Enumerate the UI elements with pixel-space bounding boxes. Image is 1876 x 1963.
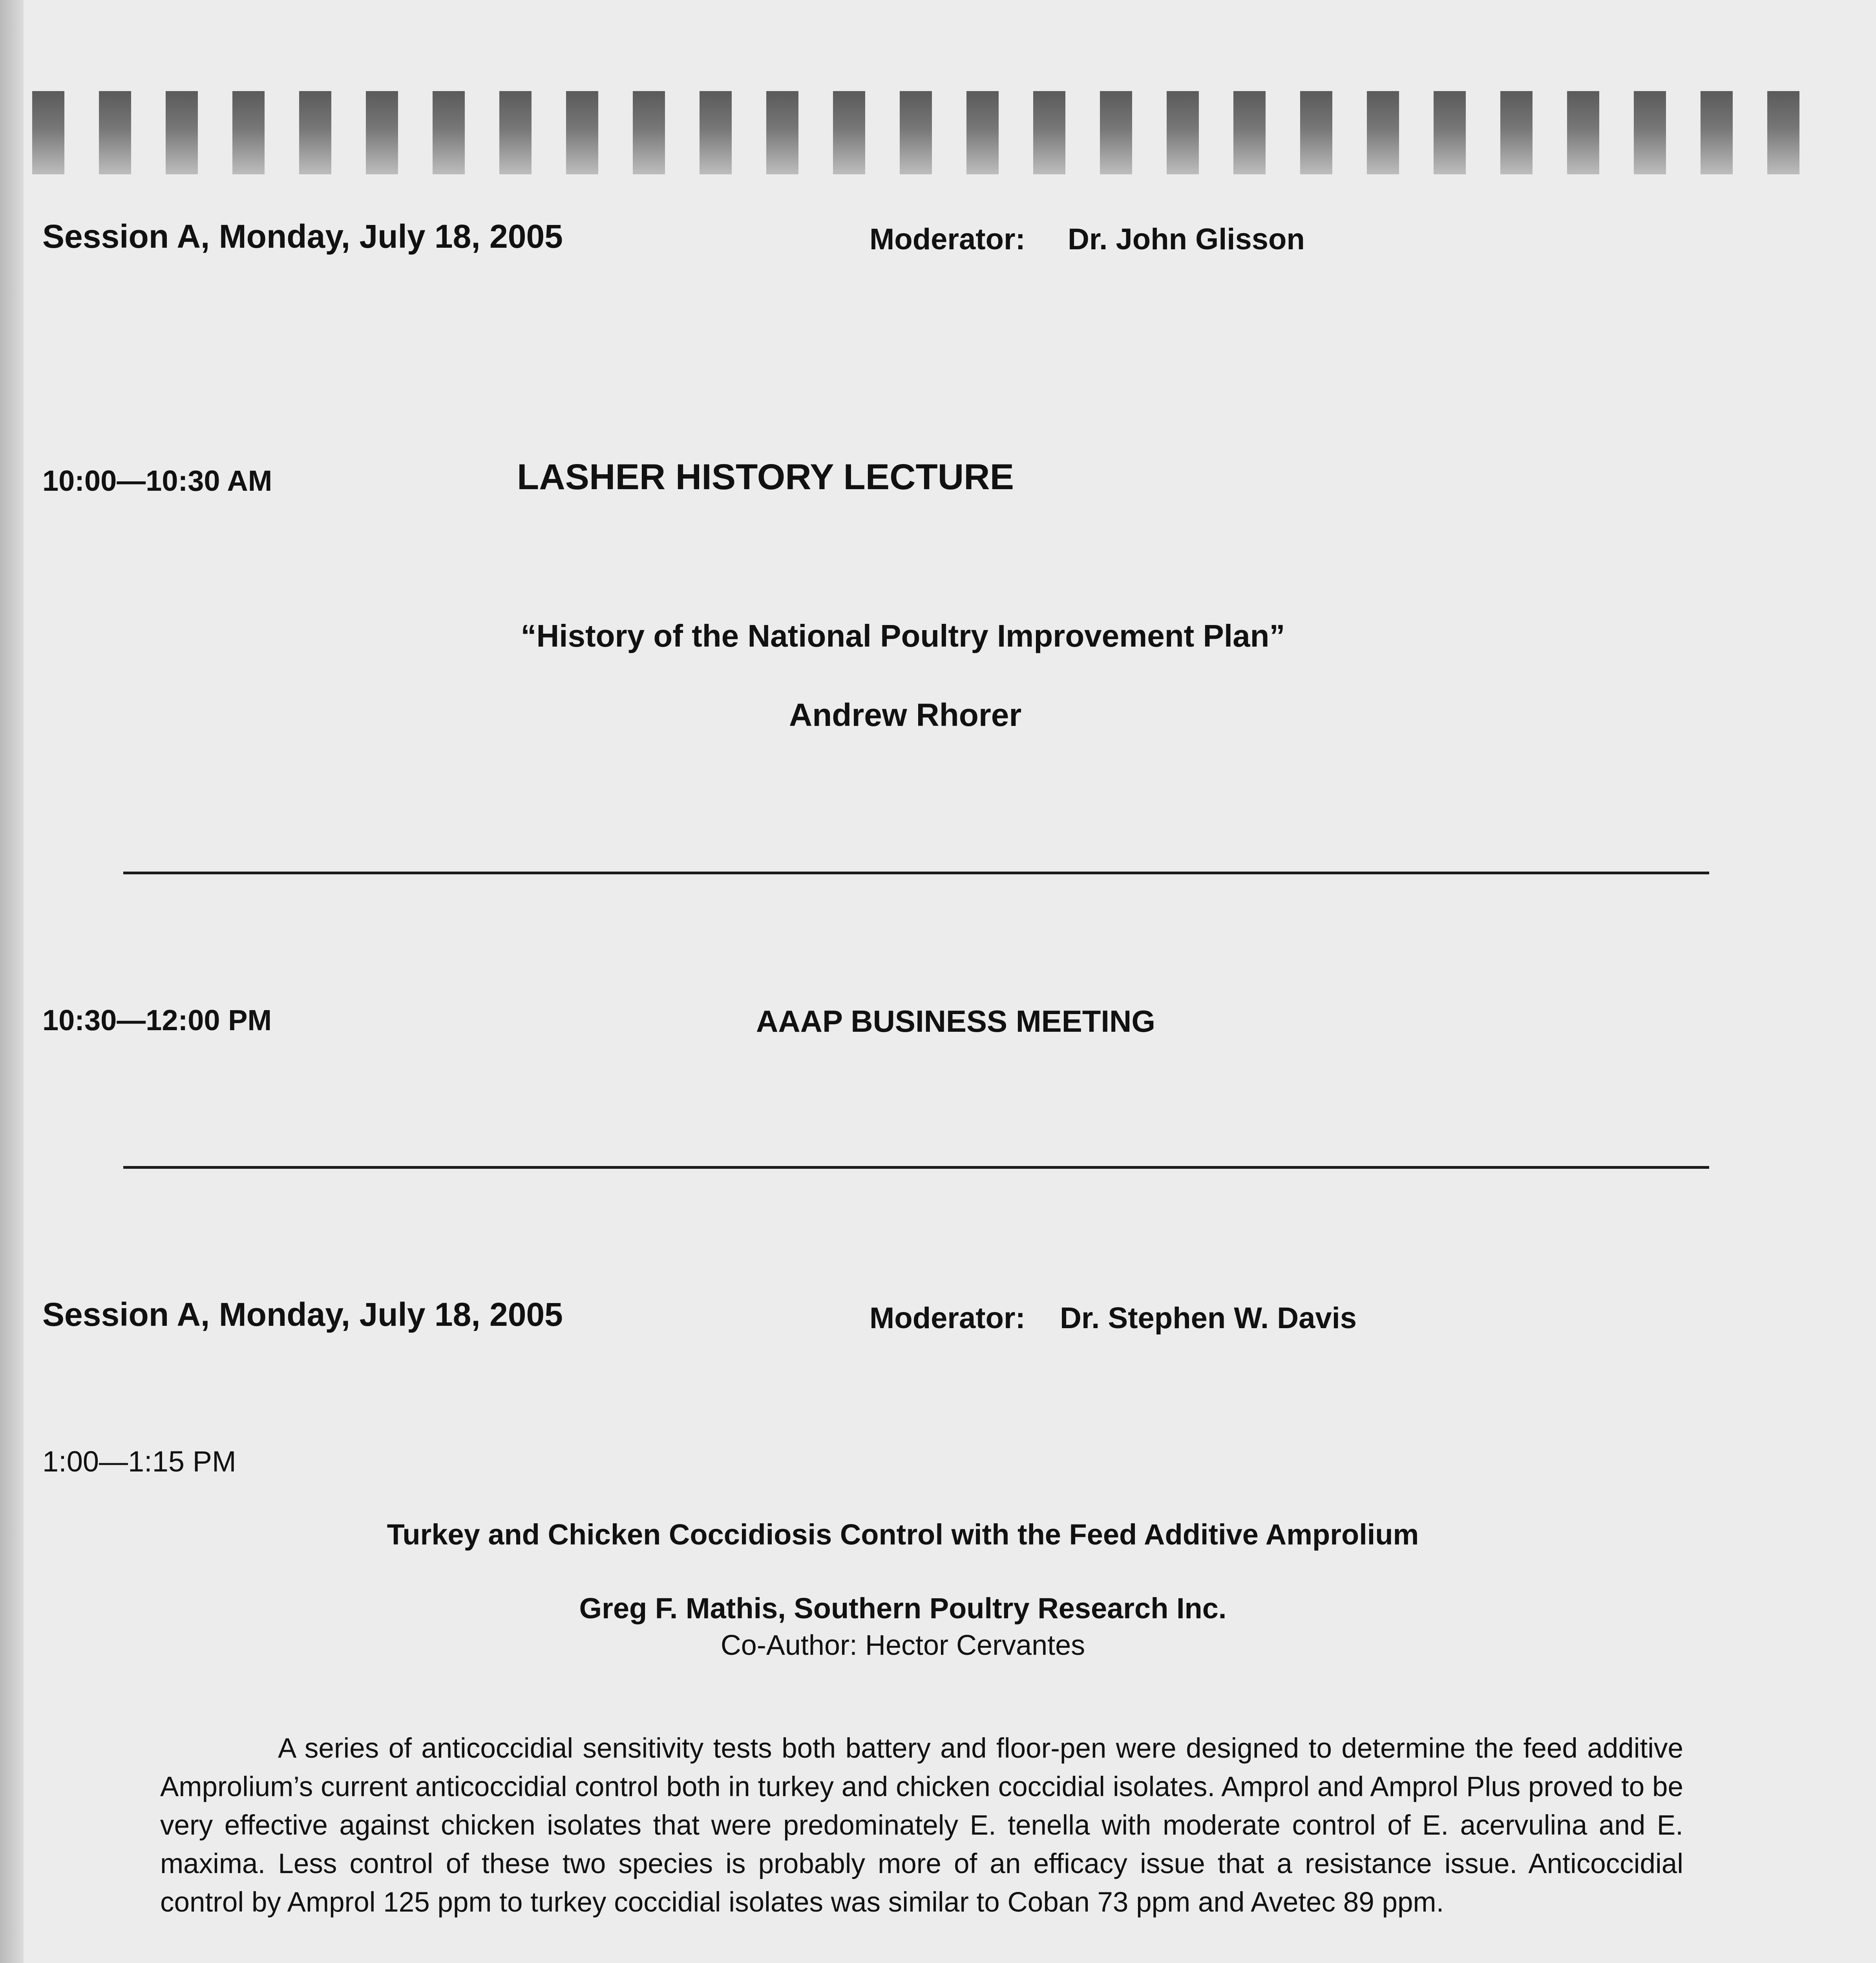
lecture-heading: LASHER HISTORY LECTURE bbox=[517, 457, 1014, 497]
header-bar-block bbox=[633, 91, 665, 174]
header-bar-block bbox=[1367, 91, 1399, 174]
header-bar-block bbox=[1167, 91, 1199, 174]
header-bar-block bbox=[1500, 91, 1533, 174]
talk-coauthor: Co-Author: Hector Cervantes bbox=[720, 1630, 1085, 1661]
moderator-label: Moderator: bbox=[869, 1301, 1025, 1335]
header-bar-block bbox=[700, 91, 732, 174]
divider bbox=[123, 1166, 1709, 1169]
header-bar-block bbox=[99, 91, 131, 174]
header-bar-block bbox=[1300, 91, 1332, 174]
header-bar-block bbox=[1634, 91, 1666, 174]
header-bar-block bbox=[433, 91, 465, 174]
header-bar-block bbox=[1701, 91, 1733, 174]
header-bar-block bbox=[1033, 91, 1065, 174]
header-bar-block bbox=[366, 91, 398, 174]
header-bar-block bbox=[32, 91, 64, 174]
header-bar-block bbox=[1100, 91, 1132, 174]
talk-author: Greg F. Mathis, Southern Poultry Research Inc. bbox=[579, 1592, 1227, 1625]
header-bar-block bbox=[1233, 91, 1266, 174]
time-slot: 10:30—12:00 PM bbox=[42, 1004, 272, 1036]
session-header: Session A, Monday, July 18, 2005 bbox=[42, 1296, 563, 1333]
page-edge-shadow bbox=[0, 0, 24, 1963]
abstract-paragraph: A series of anticoccidial sensitivity tests both battery and floor-pen were designed to determine the feed additive Amprolium’s current anticoccidial control both in turkey and chicken coccidial isolates. Amprol and Amprol Plus proved to be very effective against chicken isolates that were predominately E. tenella with moderate control of E. acervulina and E. maxima. Less control of these two species is probably more of an efficacy issue that a resistance issue. Anticoccidial control by Amprol 125 ppm to turkey coccidial isolates was similar to Coban 73 ppm and Avetec 89 ppm. bbox=[160, 1733, 1683, 1918]
header-bar-block bbox=[166, 91, 198, 174]
header-bar-block bbox=[833, 91, 865, 174]
header-bar-block bbox=[1767, 91, 1799, 174]
time-slot: 1:00—1:15 PM bbox=[42, 1445, 236, 1478]
header-bar-block bbox=[232, 91, 265, 174]
lecture-title: “History of the National Poultry Improvement Plan” bbox=[521, 618, 1285, 653]
header-bar-block bbox=[900, 91, 932, 174]
header-bar-block bbox=[566, 91, 598, 174]
header-bar-block bbox=[1434, 91, 1466, 174]
header-bar-block bbox=[966, 91, 999, 174]
session-header: Session A, Monday, July 18, 2005 bbox=[42, 218, 563, 255]
meeting-heading: AAAP BUSINESS MEETING bbox=[756, 1004, 1156, 1038]
page bbox=[20, 0, 1876, 1963]
header-bar bbox=[32, 91, 1797, 174]
header-bar-block bbox=[766, 91, 798, 174]
lecture-speaker: Andrew Rhorer bbox=[789, 697, 1022, 733]
moderator-label: Moderator: bbox=[869, 223, 1025, 256]
header-bar-block bbox=[1567, 91, 1599, 174]
talk-title: Turkey and Chicken Coccidiosis Control with the Feed Additive Amprolium bbox=[387, 1518, 1419, 1551]
time-slot: 10:00—10:30 AM bbox=[42, 464, 272, 497]
header-bar-block bbox=[299, 91, 331, 174]
moderator-name: Dr. Stephen W. Davis bbox=[1060, 1301, 1357, 1335]
divider bbox=[123, 872, 1709, 874]
moderator-name: Dr. John Glisson bbox=[1068, 223, 1305, 256]
header-bar-block bbox=[499, 91, 532, 174]
